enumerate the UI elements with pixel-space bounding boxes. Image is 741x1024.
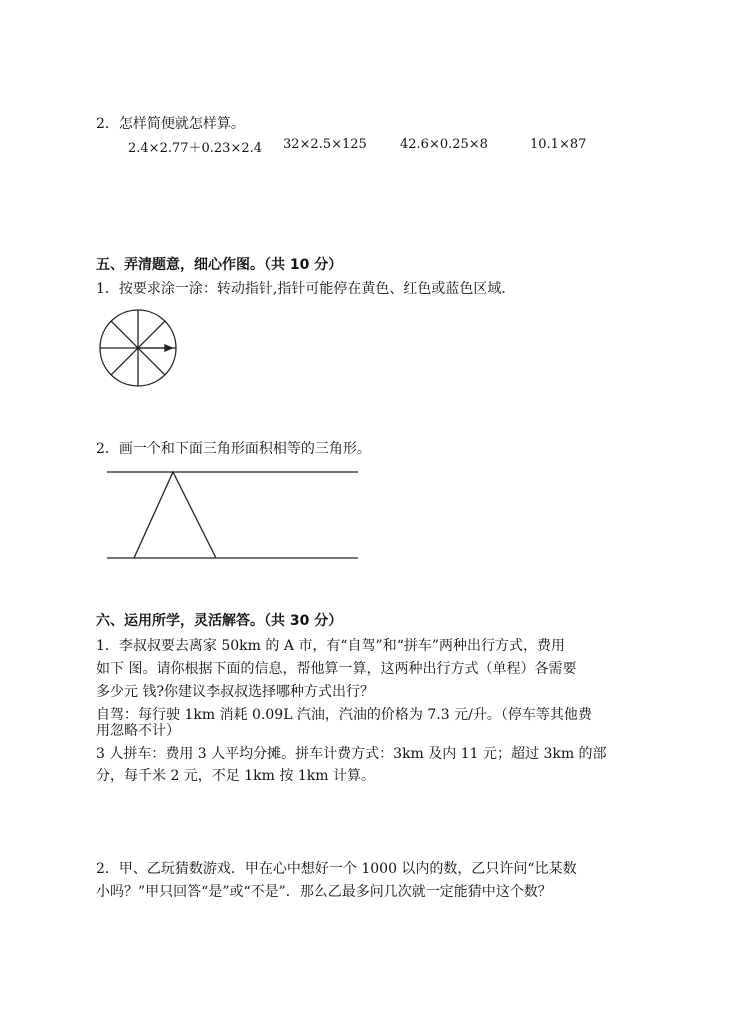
s6-q1-line-2: 如下 图。请你根据下面的信息，帮他算一算，这两种出行方式（单程）各需要 (96, 661, 577, 677)
section6-title: 六、运用所学，灵活解答。（共 30 分） (96, 613, 343, 629)
section5-title: 五、弄清题意，细心作图。（共 10 分） (96, 257, 343, 273)
s6-q2-line-1: 2．甲、乙玩猜数游戏．甲在心中想好一个 1000 以内的数，乙只许问“比某数 (96, 861, 577, 877)
expression-3: 42.6×0.25×8 (400, 137, 488, 152)
expression-1: 2.4×2.77＋0.23×2.4 (128, 141, 263, 156)
s5-q1-text: 按要求涂一涂：转动指针,指针可能停在黄色、红色或蓝色区域. (118, 281, 506, 297)
s6-q1-line-4: 自驾：每行驶 1km 消耗 0.09L 汽油，汽油的价格为 7.3 元/升。（停车等其他费 (96, 707, 592, 723)
triangle-shape (134, 472, 216, 558)
s6-q1-line-1: 1．李叔叔要去离家 50km 的 A 市，有“自驾”和“拼车”两种出行方式，费用 (96, 638, 566, 654)
s6-q1-line-7: 分，每千米 2 元，不足 1km 按 1km 计算。 (96, 768, 375, 784)
s5-q2-number: 2． (96, 441, 119, 457)
triangle-figure (107, 472, 358, 558)
s6-q1-line-5: 用忽略不计） (96, 723, 180, 739)
s6-q1-line-3: 多少元 钱?你建议李叔叔选择哪种方式出行？ (96, 684, 374, 700)
s5-q2-text: 画一个和下面三角形面积相等的三角形。 (118, 441, 371, 457)
s5-q2-prompt (96, 439, 371, 459)
s5-q1-number: 1． (96, 281, 119, 297)
spinner-pointer (138, 345, 172, 351)
s4-q2-number: 2． (96, 116, 119, 132)
expression-2: 32×2.5×125 (283, 137, 367, 152)
expression-4: 10.1×87 (530, 137, 587, 152)
s4-q2-text: 怎样简便就怎样算。 (118, 116, 245, 132)
s6-q1-line-6: 3 人拼车：费用 3 人平均分摊。拼车计费方式：3km 及内 11 元；超过 3km 的部 (96, 746, 607, 762)
s6-q2-line-2: 小吗？”甲只回答“是”或“不是”．那么乙最多问几次就一定能猜中这个数？ (96, 884, 552, 900)
